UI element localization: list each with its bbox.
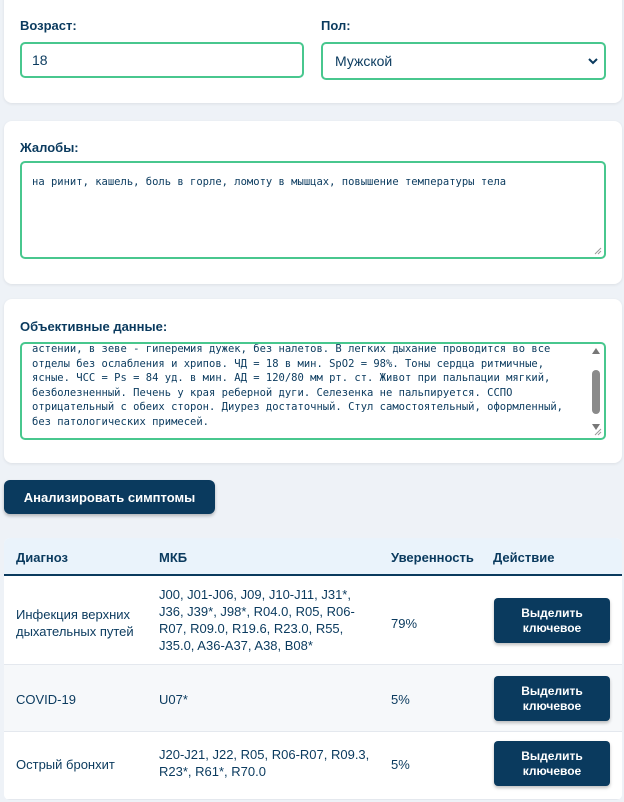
table-row [4, 578, 622, 665]
objective-textarea[interactable] [20, 342, 606, 440]
table-header [4, 538, 622, 576]
objective-label: Объективные данные: [20, 319, 168, 334]
resize-grip-icon[interactable] [594, 247, 602, 255]
chevron-down-icon [588, 56, 598, 66]
table-row [4, 665, 622, 732]
analyze-symptoms-button[interactable]: Анализировать симптомы [4, 480, 215, 514]
icd-cell: J20-J21, J22, R05, R06-R07, R09.3, R23*, R61*, R70.0 [159, 747, 370, 779]
header-diagnosis: Диагноз [16, 550, 68, 565]
highlight-key-button[interactable]: Выделить ключевое [494, 598, 610, 643]
objective-card [4, 299, 622, 463]
objective-text: астении, в зеве - гиперемия дужек, без налетов. В легких дыхание проводится во все отделы без ослабления и хрипов. ЧД = 18 в мин. SpO2 = 98%. Тоны сердца ритмичные, ясные. ЧСС = Ps = 84 уд. в мин. АД = 120/80 мм рт. ст. Живот при пальпации мягкий, безболезненный. Печень у края реберной дуги. Селезенка не пальпируется. ССПО отрицательный с обеих сторон. Диурез достаточный. Стул самостоятельный, оформленный, без патологических примесей. [32, 343, 564, 428]
icd-cell: J00, J01-J06, J09, J10-J11, J31*, J36, J39*, J98*, R04.0, R05, R06-R07, R09.0, R19.6, R23.0, R55, J35.0, A36-A37, A38, B08* [159, 587, 355, 653]
confidence-cell: 5% [391, 757, 410, 772]
complaints-textarea[interactable] [20, 161, 606, 259]
results-table [4, 538, 622, 800]
age-input[interactable]: 18 [20, 42, 304, 78]
diagnosis-cell: Инфекция верхних дыхательных путей [16, 607, 134, 639]
header-action: Действие [493, 550, 555, 565]
complaints-text: на ринит, кашель, боль в горле, ломоту в мышцах, повышение температуры тела [32, 176, 507, 188]
highlight-key-button[interactable]: Выделить ключевое [494, 741, 610, 786]
icd-cell: U07* [159, 692, 188, 707]
table-row [4, 732, 622, 800]
demographics-card [4, 0, 622, 103]
sex-label: Пол: [321, 18, 351, 33]
textarea-scrollbar[interactable] [590, 346, 602, 438]
age-label: Возраст: [20, 18, 77, 33]
resize-grip-icon[interactable] [594, 428, 602, 436]
diagnosis-cell: COVID-19 [16, 692, 76, 707]
sex-select-value: Мужской [335, 53, 393, 69]
header-confidence: Уверенность [391, 550, 474, 565]
confidence-cell: 79% [391, 616, 418, 631]
complaints-card [4, 121, 622, 284]
complaints-label: Жалобы: [20, 140, 79, 155]
confidence-cell: 5% [391, 692, 410, 707]
header-icd: МКБ [159, 550, 188, 565]
diagnosis-cell: Острый бронхит [16, 757, 115, 772]
highlight-key-button[interactable]: Выделить ключевое [494, 676, 610, 721]
scrollbar-thumb[interactable] [592, 370, 600, 414]
arrow-up-icon[interactable] [592, 348, 600, 354]
sex-select[interactable] [321, 42, 606, 80]
